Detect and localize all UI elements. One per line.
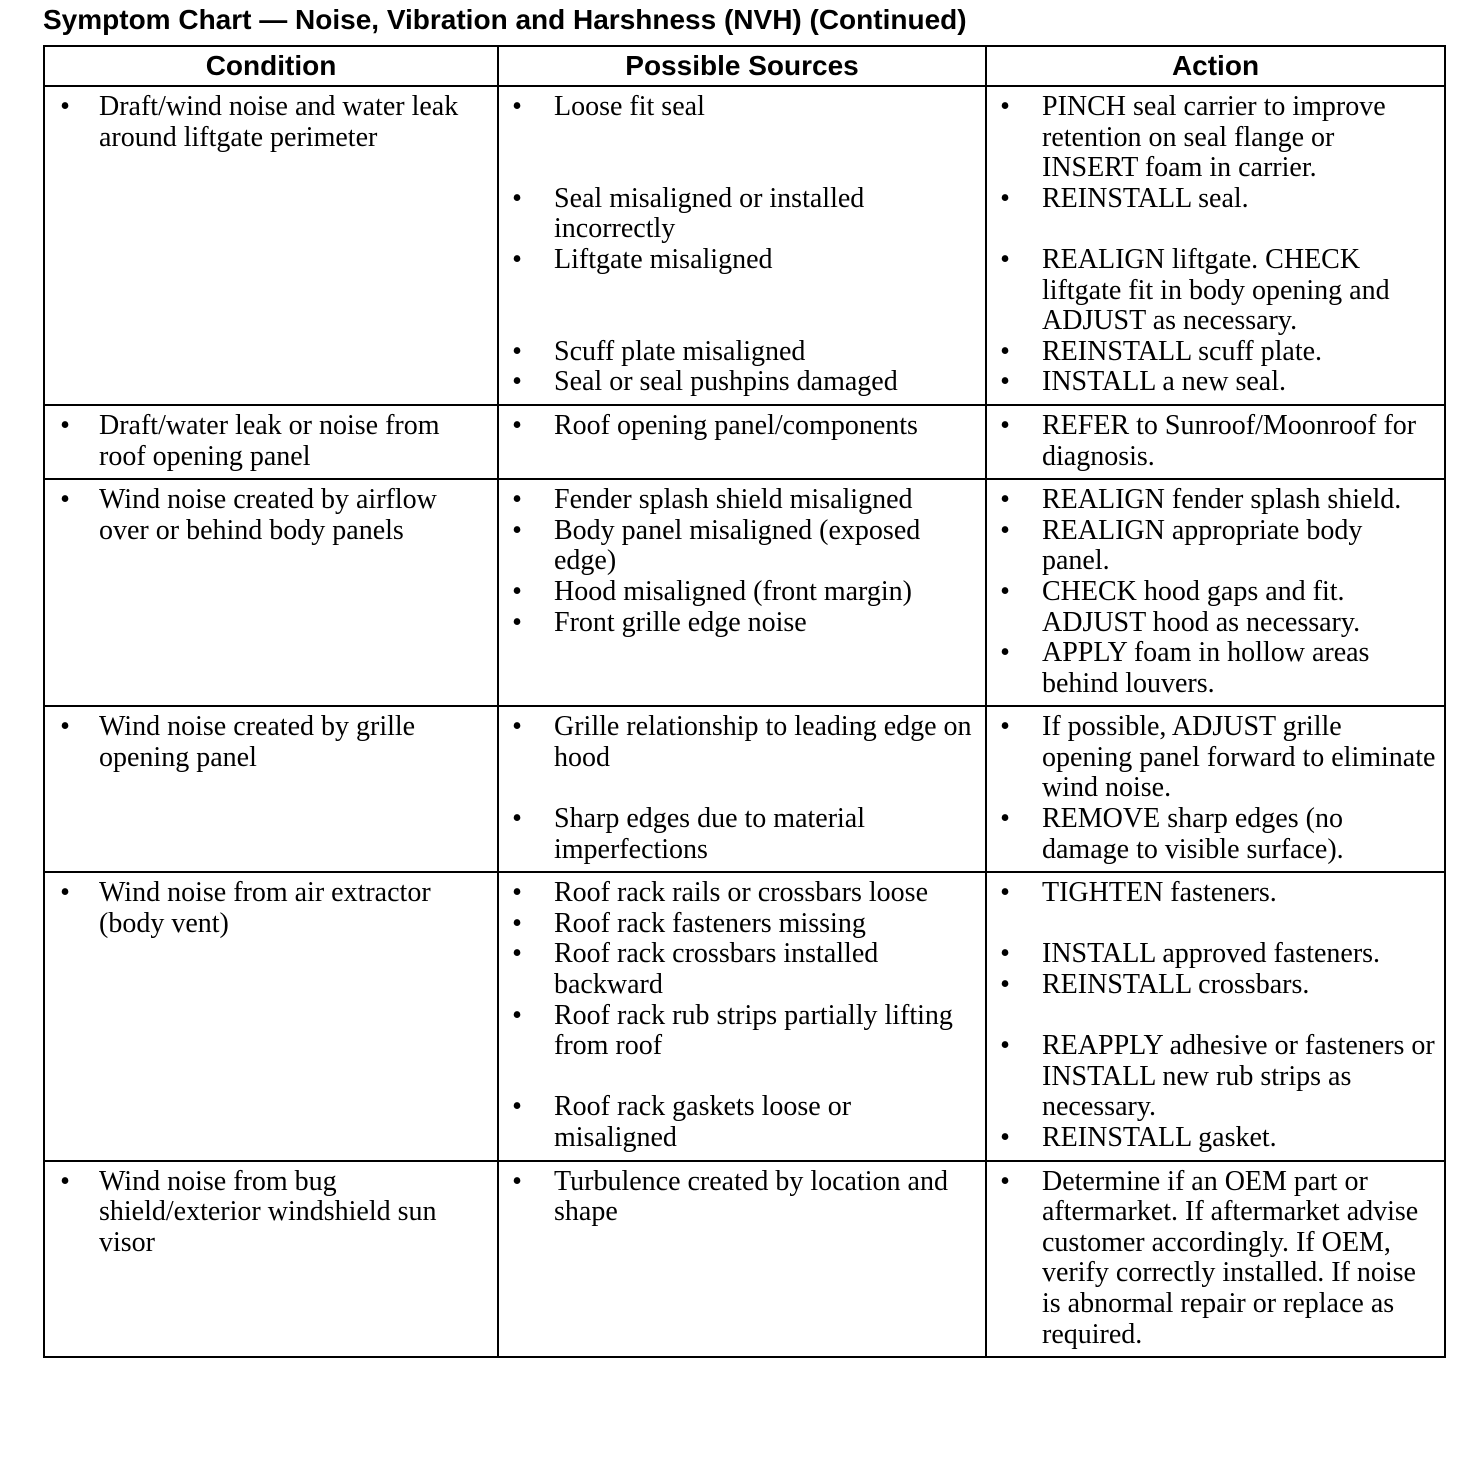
bullet-icon: • — [60, 711, 70, 743]
source-item: • Seal or seal pushpins damaged — [554, 367, 977, 398]
bullet-icon: • — [1000, 803, 1010, 835]
bullet-icon: • — [1000, 575, 1010, 607]
action-item: • REFER to Sunroof/Moonroof for diagnosis. — [1042, 411, 1436, 472]
action-item: • REINSTALL scuff plate. — [1042, 337, 1436, 368]
bullet-icon: • — [512, 907, 522, 939]
source-item: • Roof rack rub strips partially lifting from roof — [554, 1001, 977, 1062]
bullet-icon: • — [512, 1165, 522, 1197]
table-row — [44, 1161, 1445, 1358]
action-cell — [986, 1161, 1445, 1358]
bullet-icon: • — [1000, 1122, 1010, 1153]
bullet-icon: • — [512, 938, 522, 970]
source-item: • Roof opening panel/components — [554, 411, 977, 442]
header-action: Action — [986, 46, 1445, 86]
action-cell — [986, 872, 1445, 1160]
bullet-icon: • — [512, 335, 522, 367]
bullet-icon: • — [1000, 877, 1010, 909]
bullet-icon: • — [512, 606, 522, 638]
condition-cell — [44, 86, 498, 405]
condition-cell — [44, 872, 498, 1160]
bullet-icon: • — [1000, 409, 1010, 441]
bullet-icon: • — [1000, 91, 1010, 122]
source-item: • Roof rack gaskets loose or misaligned — [554, 1092, 977, 1153]
bullet-icon: • — [512, 999, 522, 1031]
chart-title: Symptom Chart — Noise, Vibration and Harshness (NVH) (Continued) — [43, 4, 967, 35]
sources-cell — [498, 706, 986, 872]
bullet-icon: • — [512, 1091, 522, 1123]
source-item: • Liftgate misaligned — [554, 245, 977, 276]
header-row — [44, 46, 1445, 86]
bullet-icon: • — [512, 366, 522, 398]
bullet-icon: • — [512, 575, 522, 607]
bullet-icon: • — [1000, 514, 1010, 546]
source-item: • Loose fit seal — [554, 92, 977, 123]
source-item: • Scuff plate misaligned — [554, 337, 977, 368]
action-item: • REALIGN liftgate. CHECK liftgate fit in body opening and ADJUST as necessary. — [1042, 245, 1436, 337]
bullet-icon: • — [60, 409, 70, 441]
source-item: • Grille relationship to leading edge on hood — [554, 712, 977, 773]
bullet-icon: • — [1000, 182, 1010, 214]
bullet-icon: • — [512, 877, 522, 909]
action-item: • APPLY foam in hollow areas behind louvers. — [1042, 638, 1436, 699]
condition-cell — [44, 405, 498, 479]
action-item: • CHECK hood gaps and fit. ADJUST hood as necessary. — [1042, 577, 1436, 638]
bullet-icon: • — [60, 877, 70, 909]
condition-item: • Draft/wind noise and water leak around liftgate perimeter — [99, 92, 489, 153]
source-item: • Roof rack crossbars installed backward — [554, 939, 977, 1000]
bullet-icon: • — [1000, 637, 1010, 669]
source-item: • Sharp edges due to material imperfections — [554, 804, 977, 865]
condition-cell — [44, 479, 498, 706]
action-item: • REINSTALL crossbars. — [1042, 970, 1436, 1001]
table-row — [44, 479, 1445, 706]
action-item: • INSTALL approved fasteners. — [1042, 939, 1436, 970]
header-condition: Condition — [44, 46, 498, 86]
bullet-icon: • — [60, 484, 70, 516]
condition-cell — [44, 706, 498, 872]
condition-item: • Wind noise from air extractor (body vent) — [99, 878, 489, 939]
action-cell — [986, 405, 1445, 479]
bullet-icon: • — [1000, 243, 1010, 275]
sources-cell — [498, 405, 986, 479]
bullet-icon: • — [1000, 366, 1010, 398]
condition-item: • Wind noise created by airflow over or behind body panels — [99, 485, 489, 546]
bullet-icon: • — [512, 409, 522, 441]
action-item: • INSTALL a new seal. — [1042, 367, 1436, 398]
bullet-icon: • — [1000, 335, 1010, 367]
bullet-icon: • — [512, 91, 522, 122]
sources-cell — [498, 872, 986, 1160]
condition-cell — [44, 1161, 498, 1358]
table-row — [44, 706, 1445, 872]
sources-cell — [498, 1161, 986, 1358]
source-item: • Body panel misaligned (exposed edge) — [554, 516, 977, 577]
source-item: • Front grille edge noise — [554, 608, 977, 639]
bullet-icon: • — [1000, 484, 1010, 516]
bullet-icon: • — [512, 182, 522, 214]
action-item: • PINCH seal carrier to improve retention on seal flange or INSERT foam in carrier. — [1042, 92, 1436, 184]
bullet-icon: • — [512, 803, 522, 835]
source-item: • Hood misaligned (front margin) — [554, 577, 977, 608]
source-item: • Roof rack fasteners missing — [554, 909, 977, 940]
condition-item: • Wind noise from bug shield/exterior windshield sun visor — [99, 1167, 489, 1259]
table-row — [44, 405, 1445, 479]
condition-item: • Draft/water leak or noise from roof opening panel — [99, 411, 489, 472]
bullet-icon: • — [1000, 969, 1010, 1001]
action-item: • REALIGN appropriate body panel. — [1042, 516, 1436, 577]
action-item: • If possible, ADJUST grille opening panel forward to eliminate wind noise. — [1042, 712, 1436, 804]
symptom-chart-table — [43, 45, 1446, 1358]
action-item: • TIGHTEN fasteners. — [1042, 878, 1436, 909]
bullet-icon: • — [512, 243, 522, 275]
bullet-icon: • — [1000, 1165, 1010, 1197]
source-item: • Turbulence created by location and shape — [554, 1167, 977, 1228]
sources-cell — [498, 86, 986, 405]
action-item: • REAPPLY adhesive or fasteners or INSTALL new rub strips as necessary. — [1042, 1031, 1436, 1123]
table-row — [44, 872, 1445, 1160]
bullet-icon: • — [512, 711, 522, 743]
source-item: • Roof rack rails or crossbars loose — [554, 878, 977, 909]
bullet-icon: • — [60, 91, 70, 122]
action-cell — [986, 706, 1445, 872]
action-item: • Determine if an OEM part or aftermarket. If aftermarket advise customer accordingly. If OEM, verify correctly installed. If noise is abnormal repair or replace as required. — [1042, 1167, 1436, 1351]
bullet-icon: • — [512, 514, 522, 546]
bullet-icon: • — [1000, 711, 1010, 743]
action-cell — [986, 479, 1445, 706]
table-row — [44, 86, 1445, 405]
header-possible-sources: Possible Sources — [498, 46, 986, 86]
action-item: • REALIGN fender splash shield. — [1042, 485, 1436, 516]
condition-item: • Wind noise created by grille opening panel — [99, 712, 489, 773]
action-item: • REINSTALL seal. — [1042, 184, 1436, 215]
source-item: • Seal misaligned or installed incorrectly — [554, 184, 977, 245]
action-item: • REINSTALL gasket. — [1042, 1123, 1436, 1154]
action-item: • REMOVE sharp edges (no damage to visible surface). — [1042, 804, 1436, 865]
source-item: • Fender splash shield misaligned — [554, 485, 977, 516]
bullet-icon: • — [512, 484, 522, 516]
sources-cell — [498, 479, 986, 706]
action-cell — [986, 86, 1445, 405]
bullet-icon: • — [60, 1165, 70, 1197]
bullet-icon: • — [1000, 938, 1010, 970]
bullet-icon: • — [1000, 1030, 1010, 1062]
